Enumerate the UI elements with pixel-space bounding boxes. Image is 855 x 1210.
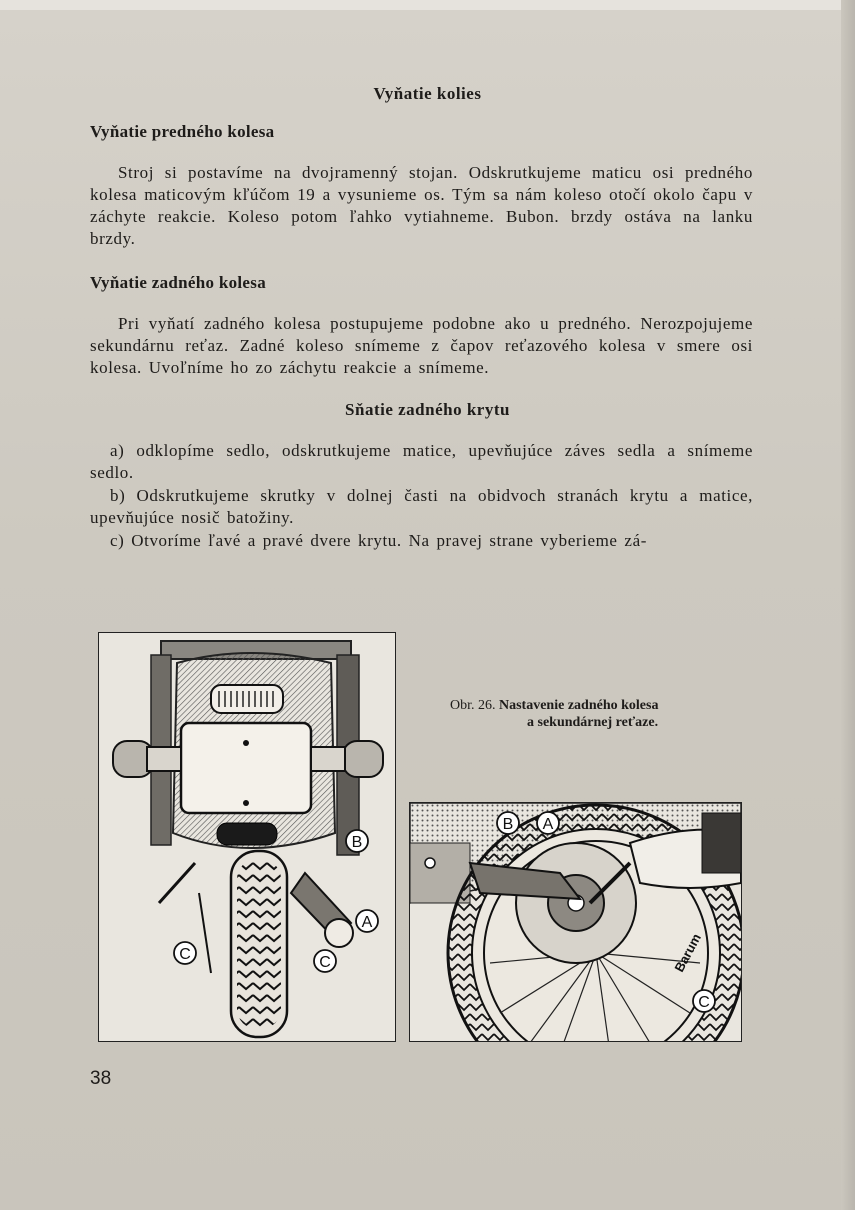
tire-brand-text: Barum: [671, 930, 704, 975]
rear-wheel-drawing: [410, 803, 741, 1041]
heading-rear-cover: Sňatie zadného krytu: [345, 400, 510, 419]
figure-title-line2: a sekundárnej reťaze.: [527, 715, 659, 730]
illustration-wheel-side: [409, 802, 742, 1042]
svg-text:C: C: [319, 954, 331, 971]
label-a-marker-side: [537, 812, 559, 834]
paragraph-rear-wheel: Pri vyňatí zadného kolesa postupujeme podobne ako u predného. Nerozpojujeme sekundárnu reťaz. Zadné koleso snímeme z čapov reťazového kolesa v smere osi kolesa. Uvoľníme ho zo záchytu reakcie a snímeme.: [90, 314, 753, 377]
label-c-marker-right: [314, 950, 336, 972]
page-edge-right: [841, 0, 855, 1210]
list-item-a: a) odklopíme sedlo, odskrutkujeme matice, upevňujúce záves sedla a snímeme sedlo.: [90, 441, 753, 482]
svg-text:C: C: [179, 946, 191, 963]
svg-text:A: A: [542, 816, 554, 833]
label-c-marker-left: [174, 942, 196, 964]
svg-text:A: A: [361, 914, 373, 931]
label-b-marker: [346, 830, 368, 852]
label-b-marker-side: [497, 812, 519, 834]
heading-front-wheel: Vyňatie predného kolesa: [90, 122, 275, 141]
figure-number: Obr. 26.: [450, 698, 496, 713]
svg-text:C: C: [698, 994, 710, 1011]
list-item-b: b) Odskrutkujeme skrutky v dolnej časti na obidvoch stranách krytu a matice, upevňujúce nosič batožiny.: [90, 486, 753, 527]
illustration-rear-view: [98, 632, 396, 1042]
motorcycle-rear-drawing: [99, 633, 395, 1041]
label-c-marker-side: [693, 990, 715, 1012]
paragraph-front-wheel: Stroj si postavíme na dvojramenný stojan. Odskrutkujeme maticu osi predného kolesa maticovým kľúčom 19 a vysunieme os. Tým sa nám koleso otočí okolo čapu v záchyte reakcie. Koleso potom ľahko vytiahneme. Bubon. brzdy ostáva na lanku brzdy.: [90, 163, 753, 248]
svg-text:B: B: [351, 834, 363, 851]
list-item-c: c) Otvoríme ľavé a pravé dvere krytu. Na pravej strane vyberieme zá-: [110, 531, 647, 550]
page-title: Vyňatie kolies: [373, 84, 482, 103]
page-edge-top: [0, 0, 855, 10]
label-a-marker: [356, 910, 378, 932]
figure-title-line1: Nastavenie zadného kolesa: [499, 698, 659, 713]
figure-caption: [450, 697, 750, 731]
page-number: 38: [90, 1068, 112, 1089]
svg-text:B: B: [502, 816, 514, 833]
heading-rear-wheel: Vyňatie zadného kolesa: [90, 273, 266, 292]
